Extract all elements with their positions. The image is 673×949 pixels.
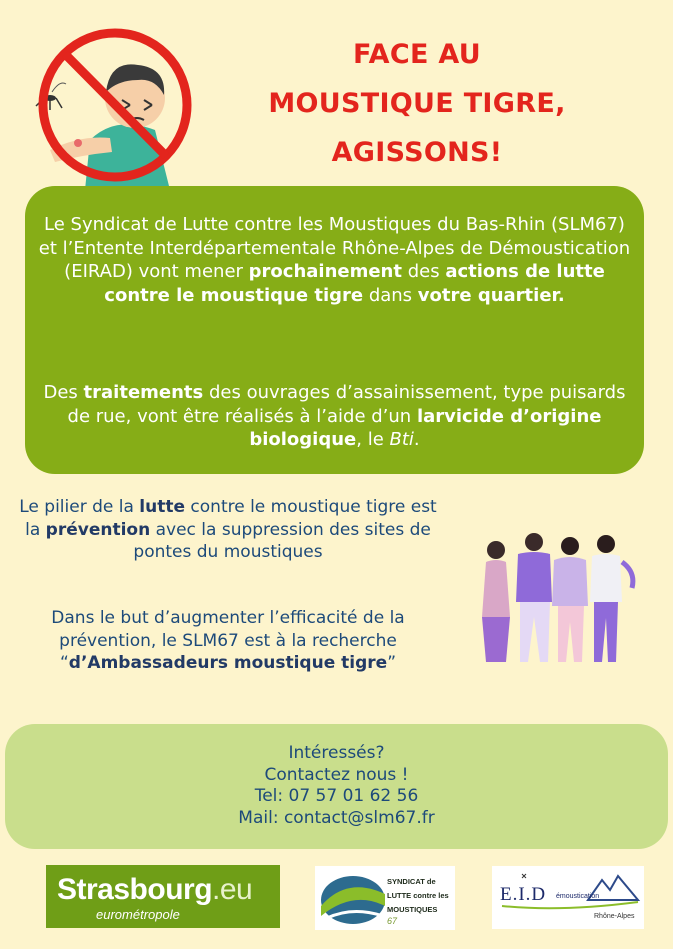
ambassador-paragraph	[18, 607, 438, 675]
slm67-logo-line-3: MOUSTIQUES	[387, 905, 438, 914]
strasbourg-logo-subtitle: eurométropole	[96, 907, 180, 922]
prevention-emphasis: prévention	[45, 519, 151, 540]
people-group-illustration-icon	[466, 522, 656, 672]
title-line-3: AGISSONS!	[331, 137, 503, 168]
prevention-text: contre le moustique tigre est la	[25, 497, 437, 540]
strasbourg-logo-word: Strasbourg	[57, 873, 213, 906]
info-text: , le	[356, 429, 390, 450]
contact-box	[5, 724, 668, 849]
prevention-text: Le pilier de la	[19, 497, 140, 517]
contact-call-to-action: Contactez nous !	[264, 764, 409, 785]
info-box	[25, 186, 644, 474]
contact-heading: Intéressés?	[288, 743, 385, 763]
eid-logo-region: Rhône-Alpes	[594, 913, 635, 920]
slm67-logo-number: 67	[387, 916, 398, 926]
info-emphasis: prochainement	[248, 261, 402, 282]
info-text: Des	[43, 382, 84, 403]
title-line-2: MOUSTIQUE TIGRE,	[268, 88, 566, 119]
contact-phone[interactable]: Tel: 07 57 01 62 56	[254, 786, 419, 806]
info-emphasis: traitements	[83, 382, 204, 403]
info-text: des	[401, 261, 446, 282]
eid-logo-subtitle: émoustication	[556, 893, 600, 900]
eid-logo	[492, 866, 644, 929]
ambassador-emphasis: d’Ambassadeurs moustique tigre	[68, 653, 388, 673]
slm67-logo-line-2: LUTTE contre les	[387, 891, 449, 900]
info-text: dans	[363, 284, 418, 306]
info-text: .	[413, 429, 420, 450]
info-emphasis: larvicide d’origine biologique	[249, 405, 602, 450]
slm67-logo-line-1: SYNDICAT de	[387, 877, 436, 886]
slm67-emblem-icon	[317, 866, 387, 930]
prevention-paragraph	[18, 496, 438, 564]
info-emphasis: votre quartier.	[417, 284, 565, 306]
page-title	[222, 30, 612, 177]
info-paragraph-1	[37, 213, 632, 307]
strasbourg-logo	[46, 865, 280, 928]
contact-email[interactable]: Mail: contact@slm67.fr	[238, 807, 435, 828]
eid-logo-mark: E.I.D	[500, 884, 547, 905]
title-line-1: FACE AU	[353, 39, 481, 70]
info-emphasis: actions de lutte contre le moustique tigre	[104, 261, 605, 306]
info-paragraph-2	[37, 381, 632, 452]
info-italic: Bti	[389, 429, 414, 450]
ambassador-text: Dans le but d’augmenter l’efficacité de la prévention, le SLM67 est à la recherche “	[51, 608, 405, 673]
info-text: Le Syndicat de Lutte contre les Moustiques du Bas-Rhin (SLM67) et l’Entente Interdépartementale Rhône-Alpes de Démoustication (EIRAD) vont mener	[38, 214, 631, 282]
strasbourg-logo-tld: .eu	[212, 873, 253, 906]
no-mosquito-illustration-icon	[30, 20, 200, 190]
prevention-text: avec la suppression des sites de pontes du moustiques	[133, 519, 431, 562]
ambassador-text: ”	[387, 653, 397, 673]
slm67-logo	[315, 866, 455, 930]
info-text: des ouvrages d’assainissement, type puisards de rue, vont être réalisés à l’aide d’un	[67, 382, 626, 427]
prevention-emphasis: lutte	[139, 497, 186, 517]
